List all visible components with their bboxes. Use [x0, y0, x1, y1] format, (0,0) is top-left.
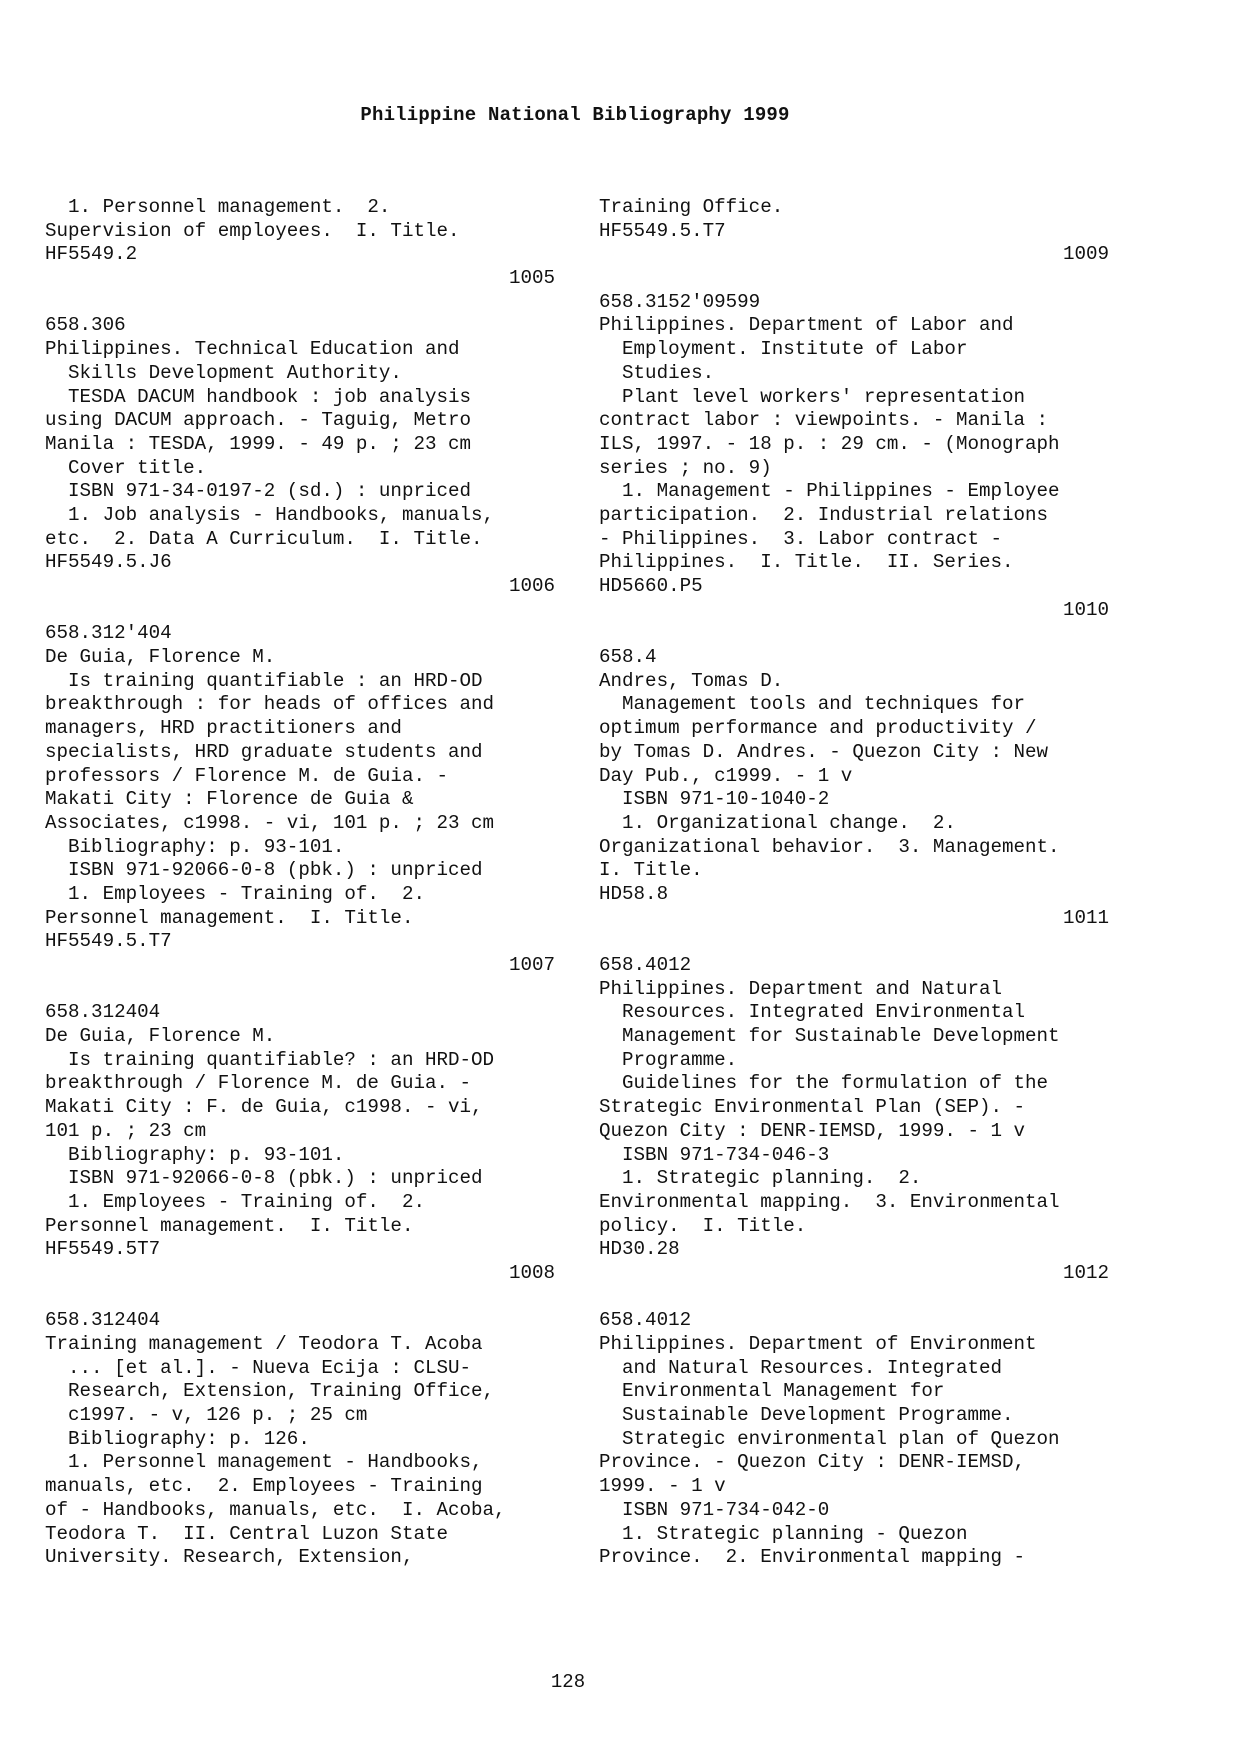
entry-line: Teodora T. II. Central Luzon State: [45, 1522, 449, 1545]
entry-line: Sustainable Development Programme.: [599, 1404, 1014, 1427]
entry-line: HF5549.5T7: [45, 1238, 161, 1261]
entry-line: Bibliography: p. 126.: [45, 1427, 310, 1450]
entry-line: 1. Strategic planning. 2.: [599, 1167, 922, 1190]
entry-line: Is training quantifiable : an HRD-OD: [45, 669, 483, 692]
entry-line: - Philippines. 3. Labor contract -: [599, 527, 1003, 550]
entry-number: 1005: [508, 267, 555, 290]
entry-line: 1999. - 1 v: [599, 1475, 726, 1498]
entry-line: Day Pub., c1999. - 1 v: [599, 764, 853, 787]
entry-line: 658.312'404: [45, 622, 172, 645]
blank-line: [599, 622, 1109, 646]
entry-line: University. Research, Extension,: [45, 1546, 414, 1569]
entry-line: 1. Employees - Training of. 2.: [45, 1190, 425, 1213]
entry-line: HD30.28: [599, 1238, 680, 1261]
entry-line: ILS, 1997. - 18 p. : 29 cm. - (Monograph: [599, 432, 1060, 455]
blank-line: [45, 1286, 555, 1310]
entry-line: Bibliography: p. 93-101.: [45, 835, 345, 858]
entry-line: 658.4012: [599, 954, 692, 976]
entry-number: 1012: [1062, 1261, 1109, 1284]
entry-line: 101 p. ; 23 cm: [45, 1119, 207, 1142]
entry-line: Bibliography: p. 93-101.: [45, 1143, 345, 1166]
entry-number: 1007: [508, 954, 555, 976]
entry-line: Is training quantifiable? : an HRD-OD: [45, 1048, 495, 1071]
entry-line: and Natural Resources. Integrated: [599, 1356, 1003, 1379]
entry-line: Manila : TESDA, 1999. - 49 p. ; 23 cm: [45, 432, 472, 455]
entry-number: 1011: [1062, 906, 1109, 929]
entry-line: policy. I. Title.: [599, 1214, 807, 1237]
entry-line: Personnel management. I. Title.: [45, 1214, 414, 1237]
entry-line: Strategic environmental plan of Quezon: [599, 1427, 1060, 1450]
entry-line: Supervision of employees. I. Title.: [45, 219, 460, 242]
entry-line: c1997. - v, 126 p. ; 25 cm: [45, 1404, 368, 1427]
entry-line: I. Title.: [599, 859, 703, 882]
entry-line: HF5549.5.T7: [599, 219, 726, 242]
entry-line: Training management / Teodora T. Acoba: [45, 1333, 483, 1355]
page-title: Philippine National Bibliography 1999: [360, 104, 790, 126]
entry-line: Associates, c1998. - vi, 101 p. ; 23 cm: [45, 811, 495, 834]
entry-number: 1009: [1062, 243, 1109, 266]
blank-line: [45, 291, 555, 315]
entry-line: HF5549.2: [45, 243, 138, 266]
entry-line: ISBN 971-734-046-3: [599, 1143, 830, 1166]
entry-line: HF5549.5.J6: [45, 551, 172, 574]
entry-line: 1. Personnel management - Handbooks,: [45, 1451, 483, 1474]
entry-line: 1. Organizational change. 2.: [599, 811, 956, 834]
entry-line: Skills Development Authority.: [45, 361, 402, 384]
entry-line: 658.4012: [599, 1309, 692, 1332]
entry-line: ISBN 971-10-1040-2: [599, 788, 830, 811]
entry-line: ISBN 971-34-0197-2 (sd.) : unpriced: [45, 480, 472, 503]
entry-line: ISBN 971-92066-0-8 (pbk.) : unpriced: [45, 859, 483, 882]
entry-line: Philippines. I. Title. II. Series.: [599, 551, 1014, 574]
entry-line: Plant level workers' representation: [599, 385, 1026, 408]
entry-line: Training Office.: [599, 196, 784, 218]
entry-line: Makati City : Florence de Guia &: [45, 788, 414, 811]
entry-line: 1. Job analysis - Handbooks, manuals,: [45, 503, 495, 526]
entry-line: 1. Management - Philippines - Employee: [599, 480, 1060, 503]
entry-line: 1. Employees - Training of. 2.: [45, 882, 425, 905]
entry-line: 658.312404: [45, 1309, 161, 1332]
entry-line: Studies.: [599, 361, 715, 384]
entry-line: manuals, etc. 2. Employees - Training: [45, 1475, 483, 1498]
entry-line: specialists, HRD graduate students and: [45, 740, 483, 763]
entry-line: Province. - Quezon City : DENR-IEMSD,: [599, 1451, 1026, 1474]
entry-line: Philippines. Department of Labor and: [599, 314, 1014, 337]
entry-line: De Guia, Florence M.: [45, 646, 276, 669]
entry-line: ... [et al.]. - Nueva Ecija : CLSU-: [45, 1356, 472, 1379]
entry-line: 658.312404: [45, 1001, 161, 1024]
entry-line: Organizational behavior. 3. Management.: [599, 835, 1060, 858]
entry-line: Employment. Institute of Labor: [599, 338, 968, 361]
entry-line: De Guia, Florence M.: [45, 1025, 276, 1048]
blank-line: [45, 978, 555, 1002]
entry-line: Andres, Tomas D.: [599, 669, 784, 692]
entry-line: breakthrough / Florence M. de Guia. -: [45, 1072, 472, 1095]
entry-line: Programme.: [599, 1048, 738, 1071]
entry-line: Research, Extension, Training Office,: [45, 1380, 495, 1403]
entry-line: of - Handbooks, manuals, etc. I. Acoba,: [45, 1498, 506, 1521]
entry-line: 1. Strategic planning - Quezon: [599, 1522, 968, 1545]
entry-line: HF5549.5.T7: [45, 930, 172, 953]
entry-line: Makati City : F. de Guia, c1998. - vi,: [45, 1096, 483, 1119]
entry-line: etc. 2. Data A Curriculum. I. Title.: [45, 527, 483, 550]
entry-line: Philippines. Department of Environment: [599, 1333, 1037, 1355]
entry-line: HD5660.P5: [599, 575, 703, 597]
entry-line: Philippines. Department and Natural: [599, 977, 1003, 1000]
entry-line: participation. 2. Industrial relations: [599, 503, 1049, 526]
entry-line: ISBN 971-92066-0-8 (pbk.) : unpriced: [45, 1167, 483, 1190]
blank-line: [599, 930, 1109, 954]
entry-line: 1. Personnel management. 2.: [45, 196, 391, 218]
entry-line: professors / Florence M. de Guia. -: [45, 764, 449, 787]
entry-line: Environmental mapping. 3. Environmental: [599, 1190, 1060, 1213]
blank-line: [45, 599, 555, 623]
entry-line: TESDA DACUM handbook : job analysis: [45, 385, 472, 408]
entry-line: 658.3152'09599: [599, 290, 761, 313]
entry-line: Guidelines for the formulation of the: [599, 1072, 1049, 1095]
entry-line: breakthrough : for heads of offices and: [45, 693, 495, 716]
entry-line: Management tools and techniques for: [599, 693, 1026, 716]
entry-line: Quezon City : DENR-IEMSD, 1999. - 1 v: [599, 1119, 1026, 1142]
entry-number: 1006: [508, 575, 555, 597]
entry-line: HD58.8: [599, 882, 669, 905]
entry-line: ISBN 971-734-042-0: [599, 1498, 830, 1521]
entry-line: Resources. Integrated Environmental: [599, 1001, 1026, 1024]
entry-line: 658.4: [599, 646, 657, 669]
entry-line: by Tomas D. Andres. - Quezon City : New: [599, 740, 1049, 763]
entry-line: contract labor : viewpoints. - Manila :: [599, 409, 1049, 432]
entry-line: Province. 2. Environmental mapping -: [599, 1546, 1026, 1569]
entry-line: Cover title.: [45, 456, 207, 479]
left-column: [45, 196, 555, 1570]
entry-line: series ; no. 9): [599, 456, 772, 479]
entry-line: managers, HRD practitioners and: [45, 717, 402, 740]
blank-line: [599, 1286, 1109, 1310]
entry-line: Management for Sustainable Development: [599, 1025, 1060, 1048]
blank-line: [599, 267, 1109, 291]
entry-line: optimum performance and productivity /: [599, 717, 1037, 740]
entry-line: using DACUM approach. - Taguig, Metro: [45, 409, 472, 432]
right-column: [599, 196, 1109, 1570]
entry-number: 1008: [508, 1261, 555, 1284]
entry-line: Philippines. Technical Education and: [45, 338, 460, 361]
page-number: 128: [550, 1671, 586, 1693]
entry-number: 1010: [1062, 598, 1109, 621]
entry-line: 658.306: [45, 314, 126, 337]
entry-line: Environmental Management for: [599, 1380, 945, 1403]
entry-line: Strategic Environmental Plan (SEP). -: [599, 1096, 1026, 1119]
entry-line: Personnel management. I. Title.: [45, 906, 414, 929]
